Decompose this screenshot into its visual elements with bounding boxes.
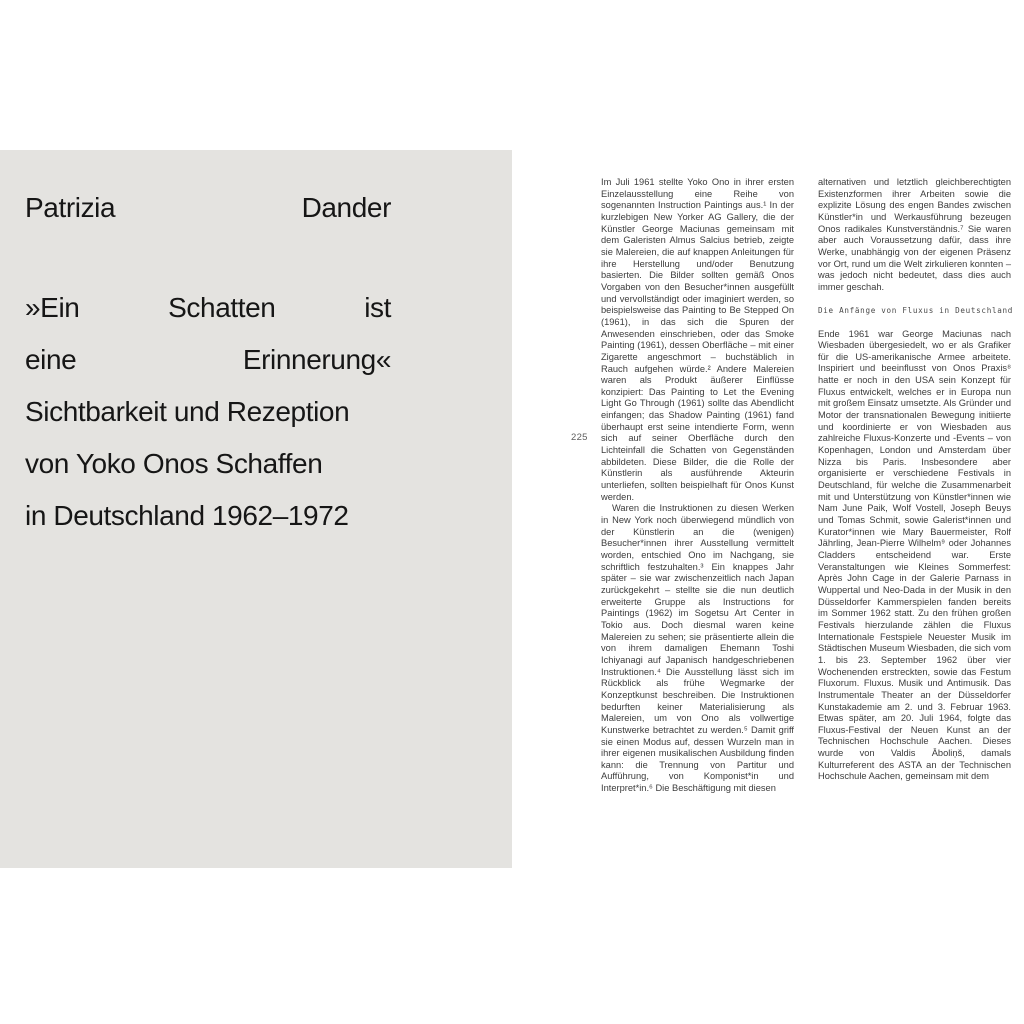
subtitle-line-3: in Deutschland 1962–1972 <box>25 500 349 531</box>
left-page <box>0 150 512 868</box>
right-page <box>512 0 1024 1024</box>
paragraph: Ende 1961 war George Maciunas nach Wiesbaden übergesiedelt, wo er als Grafiker für die US-amerikanische Armee arbeitete. Inspiriert und beeinflusst von Onos Praxis⁸ hatte er noch in den USA sein Konzept für Fluxus entwickelt, welches er in Europa nun mit großem Einsatz umsetzte. Als Gründer und Motor der transnationalen Bewegung initiierte und koordinierte er von Wiesbaden aus zahlreiche Fluxus-Konzerte und -Events – von Kopenhagen, London und Amsterdam über Nizza bis Paris. Insbesondere aber organisierte er verschiedene Festivals in Deutschland, für welche die Zusammenarbeit mit und Unterstützung von Künstler*innen wie Nam June Paik, Wolf Vostell, Joseph Beuys und Tomas Schmit, sowie Galerist*innen und Kurator*innen wie Mary Bauermeister, Rolf Jährling, Jean-Pierre Wilhelm⁹ oder Johannes Cladders entscheidend war. Erste Veranstaltungen wie Kleines Sommerfest: Après John Cage in der Galerie Parnass in Wuppertal und Neo-Dada in der Musik in den Düsseldorfer Kammerspielen fanden bereits im Sommer 1962 statt. Zu den frühen großen Festivals hierzulande zählen die Fluxus Internationale Festspiele Neuester Musik im Städtischen Museum Wiesbaden, die sich vom 1. bis 23. September 1962 über vier Wochenenden erstreckten, sowie das Festum Fluxorum. Fluxus. Musik und Antimusik. Das Instrumentale Theater an der Düsseldorfer Kunstakademie am 2. und 3. Februar 1963. Etwas später, am 20. Juli 1964, folgte das Fluxus-Festival der Neuen Kunst an der Technischen Hochschule Aachen. Dieses wurde von Valdis Āboliņš, damals Kulturreferent des ASTA an der Technischen Hochschule Aachen, gemeinsam mit dem <box>818 328 1011 782</box>
title-word: »Ein <box>25 292 80 323</box>
section-heading: Die Anfänge von Fluxus in Deutschland <box>818 306 1014 316</box>
author-last-name: Dander <box>301 192 391 223</box>
author-first-name: Patrizia <box>25 192 116 223</box>
title-word: Erinnerung« <box>242 344 391 375</box>
paragraph: alternativen und letztlich gleichberechtigten Existenzformen ihrer Arbeiten sowie die explizite Lösung des engen Bandes zwischen Künstler*in und Werkausführung bezeugen Onos radikales Kunstverständnis.⁷ Sie waren aber auch Voraussetzung dafür, dass ihre Werke, unabhängig von der eigenen Präsenz vor Ort, rund um die Welt zirkulieren konnten – was jedoch nicht bedeutet, dass dies auch immer geschah. <box>818 177 1011 292</box>
title-block <box>25 182 391 542</box>
paragraph: Im Juli 1961 stellte Yoko Ono in ihrer ersten Einzelausstellung eine Reihe von sogenannten Instruction Paintings aus.¹ In der kurzlebigen New Yorker AG Gallery, die der Künstler George Maciunas gemeinsam mit dem Galeristen Almus Salcius betrieb, zeigte sie Malereien, die auf knappen Anleitungen für ihre Herstellung und/oder Benutzung basierten. Die Bilder sollten gemäß Onos Vorgaben von den Besucher*innen ausgefüllt und vervollständigt oder imaginiert werden, so beispielsweise das Painting to Be Stepped On (1961), in das sich die Spuren der Anwesenden einschrieben, oder das Smoke Painting (1961), dessen Oberfläche – mit einer Zigarette angeschmort – buchstäblich in Rauch aufgehen würde.² Andere Malereien waren als Produkt äußerer Einflüsse konzipiert: Das Painting to Let the Evening Light Go Through (1961) sollte das Abendlicht einfangen; das Shadow Painting (1961) fand überhaupt erst seine intendierte Form, wenn sich auf seiner Oberfläche durch den Lichteinfall die Schatten von Gegenständen abbildeten. Diese Bilder, die die Rolle der Künstlerin als ausführende Akteurin unterliefen, sollten beispielhaft für Onos Kunst werden. <box>601 177 794 502</box>
title-word: eine <box>25 344 77 375</box>
subtitle-line-1: Sichtbarkeit und Rezeption <box>25 396 350 427</box>
title-spacer <box>25 234 391 282</box>
page-number: 225 <box>571 432 588 443</box>
title-line-1 <box>25 282 391 334</box>
title-line-2 <box>25 334 391 386</box>
title-word: ist <box>364 292 391 323</box>
author-line <box>25 182 391 234</box>
paragraph: Waren die Instruktionen zu diesen Werken in New York noch überwiegend mündlich von der Künstlerin an die (wenigen) Besucher*innen ihrer Ausstellung vermittelt worden, entschied Ono im Nachgang, sie schriftlich festzuhalten.³ Ein knappes Jahr später – sie war zwischenzeitlich nach Japan zurückgekehrt – stellte sie die nun deutlich erweiterte Gruppe als Instructions for Paintings (1962) im Sogetsu Art Center in Tokio aus. Doch diesmal waren keine Malereien zu sehen; sie präsentierte allein die von ihrem damaligen Ehemann Toshi Ichiyanagi auf Japanisch handgeschriebenen Instruktionen.⁴ Die Ausstellung lässt sich im Rückblick als frühe Wegmarke der Konzeptkunst beschreiben. Die Instruktionen bedurften keiner Materialisierung als Malereien, um von Ono als vollwertige Kunstwerke betrachtet zu werden.⁵ Damit griff sie einen Modus auf, dessen Wurzeln man in ihrer eigenen musikalischen Ausbildung finden kann: die Trennung von Partitur und Aufführung, von Komponist*in und Interpret*in.⁶ Die Beschäftigung mit diesen <box>601 503 794 794</box>
title-word: Schatten <box>168 292 276 323</box>
subtitle-line-2: von Yoko Onos Schaffen <box>25 448 323 479</box>
text-column-2 <box>818 177 1014 783</box>
text-column-1 <box>601 177 794 795</box>
column2-intro <box>818 177 1011 294</box>
column2-section-body <box>818 329 1011 784</box>
